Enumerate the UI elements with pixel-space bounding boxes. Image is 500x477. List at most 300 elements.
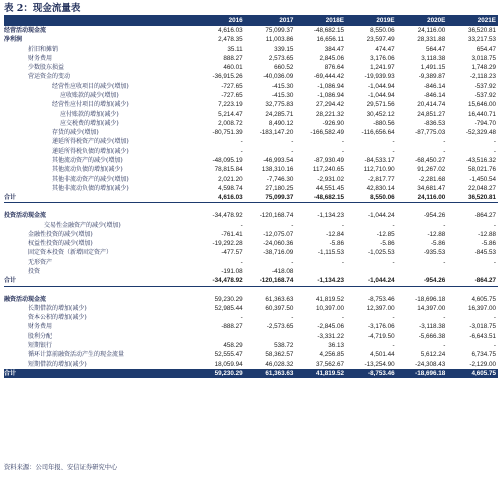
cell-value: -40,036.09 bbox=[263, 73, 294, 81]
table-row bbox=[4, 276, 498, 286]
cell-value: 61,363.63 bbox=[265, 295, 294, 303]
cell-value: -888.27 bbox=[221, 323, 243, 331]
cell-value: 876.64 bbox=[324, 64, 344, 72]
cell-value: -68,450.27 bbox=[415, 156, 446, 164]
cell-value: 112,710.90 bbox=[363, 166, 395, 174]
cell-value: - bbox=[443, 221, 446, 229]
cell-value: - bbox=[392, 138, 395, 146]
cell-value: -477.57 bbox=[221, 249, 243, 257]
table-row bbox=[4, 193, 498, 203]
row-label bbox=[4, 286, 194, 295]
table-row bbox=[4, 286, 498, 295]
cell-value: 24,851.27 bbox=[417, 110, 446, 118]
cell-value: 33,217.53 bbox=[467, 36, 496, 44]
table-row bbox=[4, 248, 498, 257]
cell-value: - bbox=[291, 147, 294, 155]
table-row bbox=[4, 91, 498, 100]
cell-value: 58,362.57 bbox=[265, 351, 294, 359]
row-label: 长期借款的增加(减少) bbox=[28, 304, 87, 312]
cell-value: 44,551.45 bbox=[315, 184, 344, 192]
cell-value: 12,397.00 bbox=[366, 304, 395, 312]
cell-value: -48,682.15 bbox=[295, 193, 346, 203]
cell-value bbox=[447, 203, 498, 212]
cell-value: -935.53 bbox=[423, 249, 446, 257]
table-row bbox=[4, 267, 498, 276]
header-row bbox=[4, 15, 498, 26]
header-label bbox=[4, 15, 194, 26]
cell-value: -2,573.65 bbox=[266, 323, 294, 331]
cell-value: 3,018.75 bbox=[471, 54, 496, 62]
cell-value: 384.47 bbox=[324, 45, 344, 53]
cell-value: 5,612.24 bbox=[420, 351, 446, 359]
cash-flow-table bbox=[4, 15, 498, 378]
cell-value: 37,562.67 bbox=[315, 360, 344, 368]
cell-value: -36,915.26 bbox=[212, 73, 243, 81]
cell-value: -1,044.24 bbox=[346, 276, 397, 286]
cell-value: -52,329.48 bbox=[465, 129, 496, 137]
cell-value: -87,930.49 bbox=[313, 156, 344, 164]
cell-value: - bbox=[392, 221, 395, 229]
cell-value: 5,214.47 bbox=[218, 110, 243, 118]
table-row bbox=[4, 147, 498, 156]
cell-value: -19,939.93 bbox=[364, 73, 395, 81]
cell-value: 36,520.81 bbox=[447, 193, 498, 203]
header-year: 2019E bbox=[346, 15, 397, 26]
row-label: 资本公积的增加(减少) bbox=[28, 314, 87, 322]
cell-value: 27,180.25 bbox=[265, 184, 294, 192]
cell-value: - bbox=[240, 258, 243, 266]
cell-value: 538.72 bbox=[274, 342, 294, 349]
cell-value: 460.01 bbox=[223, 64, 243, 72]
cell-value: -1,044.94 bbox=[368, 91, 395, 99]
cell-value: -3,176.06 bbox=[368, 323, 395, 331]
cell-value: -120,168.74 bbox=[259, 212, 294, 220]
cell-value: -43,516.32 bbox=[465, 156, 496, 164]
cell-value: 4,605.75 bbox=[471, 295, 496, 303]
cell-value: -926.90 bbox=[322, 119, 344, 127]
cell-value: -12,075.07 bbox=[263, 230, 294, 238]
cell-value: -80,751.39 bbox=[212, 129, 243, 137]
row-label: 循环计算前融资活动产生的现金流量 bbox=[28, 351, 125, 359]
table-row bbox=[4, 119, 498, 128]
cell-value: - bbox=[392, 147, 395, 155]
row-label: 其他非流动资产的减少(增加) bbox=[52, 175, 129, 183]
cell-value: 23,597.49 bbox=[366, 36, 395, 44]
cell-value: -2,118.23 bbox=[469, 73, 496, 81]
cell-value: - bbox=[493, 314, 496, 322]
cell-value bbox=[194, 332, 245, 341]
cell-value: 138,310.16 bbox=[261, 166, 294, 174]
cell-value bbox=[295, 203, 346, 212]
cell-value: -864.27 bbox=[474, 212, 496, 220]
cell-value: 8,550.06 bbox=[346, 193, 397, 203]
cell-value: 29,571.56 bbox=[366, 101, 395, 109]
cell-value: 4,598.74 bbox=[218, 184, 243, 192]
cell-value: 46,028.32 bbox=[265, 360, 294, 368]
cell-value: -2,931.02 bbox=[317, 175, 344, 183]
cell-value: 8,550.06 bbox=[370, 27, 395, 34]
table-row bbox=[4, 63, 498, 72]
cell-value: 58,021.76 bbox=[467, 166, 496, 174]
cell-value bbox=[447, 286, 498, 295]
header-year: 2016 bbox=[194, 15, 245, 26]
cell-value: 28,331.88 bbox=[417, 36, 446, 44]
table-row bbox=[4, 156, 498, 165]
table-row bbox=[4, 369, 498, 378]
cell-value bbox=[397, 267, 448, 276]
table-row bbox=[4, 360, 498, 369]
cell-value: 2,845.06 bbox=[319, 54, 344, 62]
table-row bbox=[4, 128, 498, 137]
cell-value: 91,267.02 bbox=[417, 166, 446, 174]
cell-value: -2,129.00 bbox=[469, 360, 496, 368]
cell-value: -537.92 bbox=[474, 91, 496, 99]
cell-value: 2,021.20 bbox=[218, 175, 243, 183]
cell-value: 2,573.65 bbox=[268, 54, 294, 62]
cell-value: 75,099.37 bbox=[265, 27, 294, 34]
cell-value: -84,533.17 bbox=[364, 156, 395, 164]
row-label: 无形资产 bbox=[28, 258, 53, 266]
table-row bbox=[4, 72, 498, 81]
cell-value: 35.11 bbox=[227, 45, 243, 53]
cell-value: -880.56 bbox=[373, 119, 395, 127]
cell-value: -3,118.38 bbox=[419, 323, 446, 331]
table-row bbox=[4, 203, 498, 212]
cell-value: 564.47 bbox=[426, 45, 446, 53]
cell-value: -727.65 bbox=[221, 82, 243, 90]
table-row bbox=[4, 230, 498, 239]
cell-value: 27,294.42 bbox=[315, 101, 344, 109]
cell-value: -1,025.53 bbox=[368, 249, 395, 257]
cell-value: 888.27 bbox=[223, 54, 243, 62]
cell-value: 654.47 bbox=[476, 45, 496, 53]
row-label: 经营活动现金流 bbox=[4, 27, 47, 34]
cell-value bbox=[346, 203, 397, 212]
row-label: 短期银行 bbox=[28, 342, 53, 349]
cell-value: 14,397.00 bbox=[417, 304, 446, 312]
cell-value: 2,008.72 bbox=[218, 119, 243, 127]
row-label: 递延所得税资产的减少(增加) bbox=[52, 138, 129, 146]
cell-value: -12.88 bbox=[427, 230, 446, 238]
row-label: 财务费用 bbox=[28, 54, 53, 62]
row-label bbox=[4, 203, 194, 212]
cell-value: -48,095.19 bbox=[212, 156, 243, 164]
cell-value: 36.13 bbox=[328, 342, 344, 349]
cell-value: - bbox=[443, 314, 446, 322]
cell-value: - bbox=[493, 138, 496, 146]
row-label: 存货的减少(增加) bbox=[52, 129, 99, 137]
cell-value: -183,147.20 bbox=[259, 129, 294, 137]
cell-value: -1,044.24 bbox=[368, 212, 395, 220]
row-label: 经营性应收项目的减少(增加) bbox=[52, 82, 129, 90]
cell-value: 458.29 bbox=[223, 342, 243, 349]
table-row bbox=[4, 100, 498, 109]
table-row bbox=[4, 332, 498, 341]
row-label: 投资 bbox=[28, 268, 41, 276]
cell-value: -8,753.46 bbox=[346, 369, 397, 378]
cell-value: -1,086.94 bbox=[317, 82, 344, 90]
cell-value: -5.86 bbox=[380, 240, 395, 248]
row-label: 折旧和摊销 bbox=[28, 45, 59, 53]
cell-value: -846.14 bbox=[423, 82, 446, 90]
cell-value: -761.41 bbox=[221, 230, 243, 238]
cell-value: -5.86 bbox=[430, 240, 446, 248]
cell-value: 10,397.00 bbox=[315, 304, 344, 312]
cell-value: -1,044.94 bbox=[368, 82, 395, 90]
cell-value: 32,775.83 bbox=[265, 101, 294, 109]
row-label: 金融性投资的减少(增加) bbox=[28, 230, 93, 238]
row-label: 净利润 bbox=[4, 36, 23, 44]
row-label: 合计 bbox=[4, 193, 194, 203]
cell-value: -1,134.23 bbox=[317, 212, 344, 220]
cell-value: -12.84 bbox=[326, 230, 344, 238]
cell-value: -12.85 bbox=[376, 230, 395, 238]
cell-value: 22,048.27 bbox=[467, 184, 496, 192]
cell-value: -1,115.53 bbox=[317, 249, 344, 257]
table-row bbox=[4, 175, 498, 184]
table-row bbox=[4, 26, 498, 35]
row-label: 应收账款的减少(增加) bbox=[60, 91, 119, 99]
table-row bbox=[4, 54, 498, 63]
table-row bbox=[4, 211, 498, 220]
cell-value: 41,819.52 bbox=[295, 369, 346, 378]
cell-value: -34,478.92 bbox=[212, 212, 243, 220]
cell-value: - bbox=[291, 138, 294, 146]
cell-value: -6,643.51 bbox=[469, 332, 496, 340]
cell-value: 339.15 bbox=[274, 45, 294, 53]
cell-value: - bbox=[493, 258, 496, 266]
cell-value: -120,168.74 bbox=[245, 276, 296, 286]
cell-value: - bbox=[493, 221, 496, 229]
cell-value: -34,478.92 bbox=[194, 276, 245, 286]
cell-value bbox=[194, 203, 245, 212]
cell-value: -5,666.38 bbox=[418, 332, 446, 340]
cell-value: - bbox=[240, 314, 243, 322]
cell-value: - bbox=[341, 147, 344, 155]
cell-value: 75,099.37 bbox=[245, 193, 296, 203]
cell-value: - bbox=[341, 138, 344, 146]
cell-value: -46,993.54 bbox=[263, 156, 294, 164]
table-body bbox=[4, 26, 498, 378]
cell-value bbox=[397, 286, 448, 295]
cell-value: - bbox=[392, 258, 395, 266]
cell-value: -2,845.06 bbox=[317, 323, 344, 331]
cell-value: 59,230.29 bbox=[214, 295, 243, 303]
table-row bbox=[4, 304, 498, 313]
cell-value: 16,656.11 bbox=[316, 36, 344, 44]
cell-value: 2,478.35 bbox=[218, 36, 243, 44]
cell-value: 60,397.50 bbox=[265, 304, 294, 312]
cell-value: -5.86 bbox=[329, 240, 344, 248]
row-label: 融资活动现金流 bbox=[4, 295, 47, 303]
cell-value bbox=[346, 267, 397, 276]
cell-value: 16,440.71 bbox=[467, 110, 496, 118]
row-label: 财务费用 bbox=[28, 323, 53, 331]
cell-value: 1,241.97 bbox=[370, 64, 395, 72]
cell-value: 4,616.03 bbox=[194, 193, 245, 203]
table-row bbox=[4, 295, 498, 304]
row-label: 应交税费的增加(减少) bbox=[60, 119, 119, 127]
cell-value: -8,753.46 bbox=[368, 295, 395, 303]
cell-value: -4,719.50 bbox=[368, 332, 395, 340]
table-row bbox=[4, 82, 498, 91]
cell-value: 117,240.65 bbox=[312, 166, 344, 174]
cell-value: -954.26 bbox=[423, 212, 446, 220]
row-label: 固定资本投资（新增固定资产） bbox=[28, 249, 113, 257]
row-label: 应付账款的增加(减少) bbox=[60, 110, 119, 118]
cell-value: - bbox=[341, 258, 344, 266]
cell-value: 7,223.19 bbox=[218, 101, 243, 109]
cell-value: 4,501.44 bbox=[370, 351, 395, 359]
cell-value: -18,696.18 bbox=[415, 295, 446, 303]
cell-value: - bbox=[443, 147, 446, 155]
cell-value: - bbox=[443, 138, 446, 146]
cell-value: -415.30 bbox=[271, 91, 294, 99]
table-row bbox=[4, 165, 498, 174]
cell-value: -1,450.54 bbox=[469, 175, 496, 183]
cell-value: - bbox=[240, 138, 243, 146]
cell-value: - bbox=[341, 221, 344, 229]
row-label: 其他流动负债的增加(减少) bbox=[52, 166, 123, 174]
cell-value: -24,060.36 bbox=[263, 240, 294, 248]
cell-value: 52,985.44 bbox=[214, 304, 243, 312]
row-label: 权益性投资的减少(增加) bbox=[28, 240, 93, 248]
cell-value: -954.26 bbox=[397, 276, 448, 286]
table-row bbox=[4, 313, 498, 322]
header-year: 2017 bbox=[245, 15, 296, 26]
table-row bbox=[4, 184, 498, 193]
row-label: 少数股东损益 bbox=[28, 64, 65, 72]
cell-value: -191.08 bbox=[221, 268, 243, 276]
cell-value: -69,444.42 bbox=[313, 73, 344, 81]
row-label: 投资活动现金流 bbox=[4, 212, 47, 220]
cell-value: - bbox=[291, 258, 294, 266]
row-label: 营运资金的变动 bbox=[28, 73, 71, 81]
source-note: 资料来源：公司年报、安信证券研究中心 bbox=[4, 464, 118, 471]
cell-value bbox=[245, 286, 296, 295]
cell-value: 78,815.84 bbox=[214, 166, 243, 174]
cell-value: 52,555.47 bbox=[214, 351, 243, 359]
table-row bbox=[4, 258, 498, 267]
row-label: 交易性金融资产的减少(增加) bbox=[44, 221, 121, 229]
cell-value bbox=[447, 267, 498, 276]
cell-value: 660.52 bbox=[274, 64, 294, 72]
row-label: 其他流动资产的减少(增加) bbox=[52, 156, 123, 164]
cell-value: -846.14 bbox=[423, 91, 446, 99]
cell-value: 20,414.74 bbox=[417, 101, 446, 109]
cell-value: 4,256.85 bbox=[319, 351, 344, 359]
row-label: 其他非流动负债的增加(减少) bbox=[52, 184, 129, 192]
cell-value: - bbox=[493, 342, 496, 349]
row-label: 股利分配 bbox=[28, 332, 53, 340]
cell-value: 24,116.00 bbox=[397, 193, 448, 203]
cell-value: -2,281.68 bbox=[418, 175, 446, 183]
cell-value: -166,582.49 bbox=[310, 129, 344, 137]
table-row bbox=[4, 350, 498, 359]
table-row bbox=[4, 110, 498, 119]
cell-value: 36,520.81 bbox=[467, 27, 496, 34]
cell-value bbox=[194, 286, 245, 295]
cell-value: 18,059.94 bbox=[214, 360, 243, 368]
cell-value: 8,490.12 bbox=[268, 119, 294, 127]
cell-value: 15,646.00 bbox=[467, 101, 496, 109]
cell-value bbox=[397, 203, 448, 212]
table-row bbox=[4, 341, 498, 350]
cell-value: 42,830.14 bbox=[366, 184, 395, 192]
row-label: 合计 bbox=[4, 276, 194, 286]
cell-value: -864.27 bbox=[447, 276, 498, 286]
header-year: 2020E bbox=[397, 15, 448, 26]
cell-value: - bbox=[493, 147, 496, 155]
cell-value: -38,716.09 bbox=[263, 249, 294, 257]
cell-value: 4,605.75 bbox=[447, 369, 498, 378]
cell-value: -18,696.18 bbox=[397, 369, 448, 378]
cell-value: 3,176.06 bbox=[370, 54, 395, 62]
cell-value: - bbox=[240, 147, 243, 155]
header-year: 2021E bbox=[447, 15, 498, 26]
cell-value: -537.92 bbox=[474, 82, 496, 90]
cell-value: 6,734.75 bbox=[471, 351, 496, 359]
cell-value: - bbox=[341, 314, 344, 322]
table-row bbox=[4, 137, 498, 146]
cell-value: -415.30 bbox=[271, 82, 294, 90]
cell-value: 474.47 bbox=[375, 45, 395, 53]
cell-value: -2,817.77 bbox=[368, 175, 395, 183]
cell-value bbox=[245, 203, 296, 212]
header-year: 2018E bbox=[295, 15, 346, 26]
cell-value: 16,397.00 bbox=[467, 304, 496, 312]
row-label: 递延所得税负债的增加(减少) bbox=[52, 147, 129, 155]
cell-value: - bbox=[291, 221, 294, 229]
cell-value: -87,775.03 bbox=[415, 129, 446, 137]
cell-value: -12.88 bbox=[478, 230, 496, 238]
cell-value: -1,086.94 bbox=[317, 91, 344, 99]
cell-value: 11,003.86 bbox=[265, 36, 294, 44]
table-row bbox=[4, 221, 498, 230]
table-title: 表 2：现金流量表 bbox=[4, 3, 81, 14]
cell-value bbox=[295, 267, 346, 276]
cell-value: -794.70 bbox=[474, 119, 496, 127]
cell-value: 4,616.03 bbox=[218, 27, 243, 34]
cell-value: - bbox=[443, 342, 446, 349]
table-row bbox=[4, 45, 498, 54]
cell-value: -727.65 bbox=[221, 91, 243, 99]
cell-value: -24,308.43 bbox=[415, 360, 446, 368]
cell-value: -418.08 bbox=[271, 268, 294, 276]
cell-value: - bbox=[240, 221, 243, 229]
row-label: 经营性应付项目的增加(减少) bbox=[52, 101, 129, 109]
cell-value: -19,292.28 bbox=[212, 240, 243, 248]
cell-value: 61,363.63 bbox=[245, 369, 296, 378]
cell-value: -3,331.22 bbox=[317, 332, 344, 340]
cell-value: 41,819.52 bbox=[315, 295, 344, 303]
cell-value: 24,116.00 bbox=[417, 27, 446, 34]
cell-value: -116,656.64 bbox=[361, 129, 395, 137]
cell-value bbox=[346, 286, 397, 295]
cell-value: 1,491.15 bbox=[420, 64, 446, 72]
cell-value: 30,452.12 bbox=[366, 110, 395, 118]
table-row bbox=[4, 35, 498, 44]
table-row bbox=[4, 239, 498, 248]
cell-value: 59,230.29 bbox=[194, 369, 245, 378]
row-label: 短期借款的增加(减少) bbox=[28, 360, 87, 368]
cell-value: -48,682.15 bbox=[313, 27, 344, 34]
cell-value: - bbox=[291, 314, 294, 322]
cell-value: -845.53 bbox=[474, 249, 496, 257]
cell-value: -9,389.87 bbox=[418, 73, 446, 81]
cell-value: 24,285.71 bbox=[265, 110, 294, 118]
cell-value: -3,018.75 bbox=[469, 323, 496, 331]
